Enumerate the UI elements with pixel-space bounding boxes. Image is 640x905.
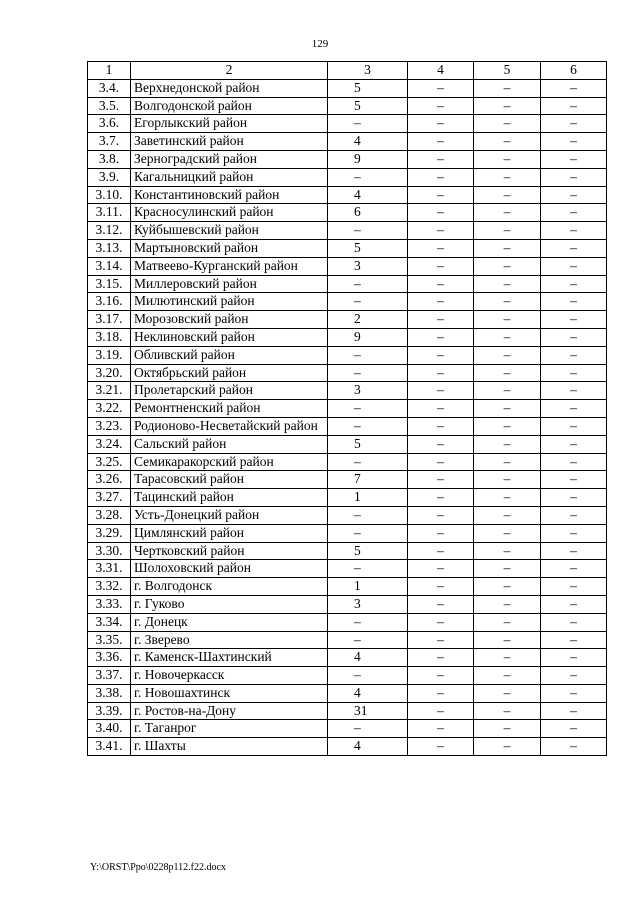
- value-col6-cell: –: [541, 382, 607, 400]
- district-name-cell: Чертковский район: [131, 542, 328, 560]
- value-col5-cell: –: [474, 613, 541, 631]
- table-row: [88, 168, 607, 186]
- value-col3-cell: –: [328, 275, 408, 293]
- value-col6-cell: –: [541, 204, 607, 222]
- value-col5-cell: –: [474, 275, 541, 293]
- row-number-cell: 3.17.: [88, 311, 131, 329]
- value-col4-cell: –: [408, 471, 474, 489]
- value-col6-cell: –: [541, 542, 607, 560]
- value-col5-cell: –: [474, 506, 541, 524]
- district-name-cell: Семикаракорский район: [131, 453, 328, 471]
- value-col3-cell: 9: [328, 328, 408, 346]
- row-number-cell: 3.33.: [88, 595, 131, 613]
- value-col6-cell: –: [541, 293, 607, 311]
- value-col3-cell: –: [328, 293, 408, 311]
- column-header: 2: [131, 62, 328, 80]
- value-col4-cell: –: [408, 417, 474, 435]
- value-col6-cell: –: [541, 346, 607, 364]
- value-col6-cell: –: [541, 524, 607, 542]
- value-col6-cell: –: [541, 97, 607, 115]
- value-col5-cell: –: [474, 186, 541, 204]
- district-name-cell: Мартыновский район: [131, 239, 328, 257]
- value-col4-cell: –: [408, 400, 474, 418]
- table-row: [88, 275, 607, 293]
- footer-file-path: Y:\ORST\Ppo\0228p112.f22.docx: [90, 862, 226, 873]
- value-col5-cell: –: [474, 239, 541, 257]
- value-col3-cell: –: [328, 417, 408, 435]
- table-row: [88, 524, 607, 542]
- value-col5-cell: –: [474, 702, 541, 720]
- table-row: [88, 346, 607, 364]
- value-col5-cell: –: [474, 667, 541, 685]
- table-row: [88, 79, 607, 97]
- row-number-cell: 3.10.: [88, 186, 131, 204]
- table-row: [88, 239, 607, 257]
- value-col6-cell: –: [541, 453, 607, 471]
- district-name-cell: Верхнедонской район: [131, 79, 328, 97]
- district-name-cell: Миллеровский район: [131, 275, 328, 293]
- value-col6-cell: –: [541, 257, 607, 275]
- district-name-cell: Ремонтненский район: [131, 400, 328, 418]
- value-col4-cell: –: [408, 613, 474, 631]
- value-col4-cell: –: [408, 222, 474, 240]
- value-col5-cell: –: [474, 311, 541, 329]
- value-col6-cell: –: [541, 186, 607, 204]
- value-col6-cell: –: [541, 168, 607, 186]
- value-col6-cell: –: [541, 631, 607, 649]
- value-col3-cell: –: [328, 720, 408, 738]
- table-row: [88, 613, 607, 631]
- district-name-cell: Обливский район: [131, 346, 328, 364]
- value-col4-cell: –: [408, 560, 474, 578]
- value-col5-cell: –: [474, 293, 541, 311]
- value-col6-cell: –: [541, 417, 607, 435]
- row-number-cell: 3.25.: [88, 453, 131, 471]
- value-col5-cell: –: [474, 489, 541, 507]
- row-number-cell: 3.21.: [88, 382, 131, 400]
- district-name-cell: Милютинский район: [131, 293, 328, 311]
- row-number-cell: 3.37.: [88, 667, 131, 685]
- district-name-cell: Кагальницкий район: [131, 168, 328, 186]
- value-col4-cell: –: [408, 328, 474, 346]
- district-name-cell: Волгодонской район: [131, 97, 328, 115]
- row-number-cell: 3.13.: [88, 239, 131, 257]
- value-col4-cell: –: [408, 506, 474, 524]
- value-col5-cell: –: [474, 382, 541, 400]
- value-col5-cell: –: [474, 542, 541, 560]
- table-row: [88, 186, 607, 204]
- value-col6-cell: –: [541, 720, 607, 738]
- value-col5-cell: –: [474, 471, 541, 489]
- district-name-cell: Красносулинский район: [131, 204, 328, 222]
- table-row: [88, 489, 607, 507]
- value-col4-cell: –: [408, 364, 474, 382]
- value-col6-cell: –: [541, 239, 607, 257]
- row-number-cell: 3.34.: [88, 613, 131, 631]
- value-col3-cell: –: [328, 222, 408, 240]
- row-number-cell: 3.8.: [88, 150, 131, 168]
- value-col5-cell: –: [474, 595, 541, 613]
- value-col3-cell: 4: [328, 684, 408, 702]
- value-col4-cell: –: [408, 720, 474, 738]
- value-col4-cell: –: [408, 133, 474, 151]
- value-col5-cell: –: [474, 738, 541, 756]
- row-number-cell: 3.12.: [88, 222, 131, 240]
- value-col3-cell: –: [328, 400, 408, 418]
- value-col6-cell: –: [541, 684, 607, 702]
- table-row: [88, 684, 607, 702]
- value-col3-cell: 9: [328, 150, 408, 168]
- row-number-cell: 3.15.: [88, 275, 131, 293]
- value-col4-cell: –: [408, 702, 474, 720]
- table-row: [88, 542, 607, 560]
- value-col4-cell: –: [408, 97, 474, 115]
- district-name-cell: г. Новочеркасск: [131, 667, 328, 685]
- value-col5-cell: –: [474, 400, 541, 418]
- district-name-cell: Егорлыкский район: [131, 115, 328, 133]
- value-col3-cell: –: [328, 168, 408, 186]
- row-number-cell: 3.28.: [88, 506, 131, 524]
- value-col6-cell: –: [541, 578, 607, 596]
- district-name-cell: Шолоховский район: [131, 560, 328, 578]
- value-col4-cell: –: [408, 79, 474, 97]
- table-row: [88, 400, 607, 418]
- value-col4-cell: –: [408, 311, 474, 329]
- row-number-cell: 3.11.: [88, 204, 131, 222]
- value-col4-cell: –: [408, 649, 474, 667]
- value-col4-cell: –: [408, 150, 474, 168]
- table-row: [88, 667, 607, 685]
- value-col5-cell: –: [474, 649, 541, 667]
- table-body: [88, 79, 607, 755]
- district-name-cell: г. Таганрог: [131, 720, 328, 738]
- row-number-cell: 3.27.: [88, 489, 131, 507]
- district-name-cell: Морозовский район: [131, 311, 328, 329]
- value-col6-cell: –: [541, 489, 607, 507]
- table-row: [88, 560, 607, 578]
- value-col3-cell: –: [328, 560, 408, 578]
- table-row: [88, 702, 607, 720]
- value-col6-cell: –: [541, 595, 607, 613]
- row-number-cell: 3.7.: [88, 133, 131, 151]
- value-col4-cell: –: [408, 115, 474, 133]
- table-row: [88, 578, 607, 596]
- value-col4-cell: –: [408, 667, 474, 685]
- row-number-cell: 3.40.: [88, 720, 131, 738]
- table-row: [88, 382, 607, 400]
- table-row: [88, 738, 607, 756]
- district-name-cell: Зерноградский район: [131, 150, 328, 168]
- value-col4-cell: –: [408, 186, 474, 204]
- district-name-cell: г. Шахты: [131, 738, 328, 756]
- column-header: 6: [541, 62, 607, 80]
- value-col4-cell: –: [408, 382, 474, 400]
- value-col5-cell: –: [474, 453, 541, 471]
- value-col3-cell: 3: [328, 595, 408, 613]
- value-col4-cell: –: [408, 275, 474, 293]
- table-row: [88, 506, 607, 524]
- value-col4-cell: –: [408, 346, 474, 364]
- row-number-cell: 3.41.: [88, 738, 131, 756]
- value-col6-cell: –: [541, 435, 607, 453]
- value-col6-cell: –: [541, 79, 607, 97]
- district-name-cell: Неклиновский район: [131, 328, 328, 346]
- value-col4-cell: –: [408, 738, 474, 756]
- value-col5-cell: –: [474, 79, 541, 97]
- value-col6-cell: –: [541, 115, 607, 133]
- value-col6-cell: –: [541, 702, 607, 720]
- value-col6-cell: –: [541, 471, 607, 489]
- district-name-cell: г. Новошахтинск: [131, 684, 328, 702]
- district-name-cell: Сальский район: [131, 435, 328, 453]
- value-col6-cell: –: [541, 649, 607, 667]
- value-col5-cell: –: [474, 115, 541, 133]
- value-col6-cell: –: [541, 328, 607, 346]
- row-number-cell: 3.24.: [88, 435, 131, 453]
- value-col3-cell: –: [328, 506, 408, 524]
- table-row: [88, 471, 607, 489]
- value-col3-cell: 1: [328, 489, 408, 507]
- value-col3-cell: –: [328, 667, 408, 685]
- value-col3-cell: 3: [328, 257, 408, 275]
- value-col3-cell: –: [328, 613, 408, 631]
- district-name-cell: г. Ростов-на-Дону: [131, 702, 328, 720]
- value-col4-cell: –: [408, 239, 474, 257]
- value-col5-cell: –: [474, 684, 541, 702]
- table-row: [88, 595, 607, 613]
- value-col3-cell: 5: [328, 435, 408, 453]
- row-number-cell: 3.20.: [88, 364, 131, 382]
- table-row: [88, 257, 607, 275]
- value-col5-cell: –: [474, 346, 541, 364]
- value-col4-cell: –: [408, 204, 474, 222]
- value-col5-cell: –: [474, 168, 541, 186]
- value-col5-cell: –: [474, 560, 541, 578]
- value-col5-cell: –: [474, 222, 541, 240]
- district-name-cell: Куйбышевский район: [131, 222, 328, 240]
- table-row: [88, 417, 607, 435]
- table-header-row: [88, 62, 607, 80]
- row-number-cell: 3.30.: [88, 542, 131, 560]
- value-col3-cell: 4: [328, 738, 408, 756]
- value-col4-cell: –: [408, 435, 474, 453]
- district-name-cell: Матвеево-Курганский район: [131, 257, 328, 275]
- value-col6-cell: –: [541, 275, 607, 293]
- table-row: [88, 293, 607, 311]
- row-number-cell: 3.5.: [88, 97, 131, 115]
- value-col5-cell: –: [474, 364, 541, 382]
- row-number-cell: 3.38.: [88, 684, 131, 702]
- value-col4-cell: –: [408, 542, 474, 560]
- value-col3-cell: 31: [328, 702, 408, 720]
- table-row: [88, 720, 607, 738]
- value-col4-cell: –: [408, 293, 474, 311]
- column-header: 3: [328, 62, 408, 80]
- table-row: [88, 222, 607, 240]
- value-col5-cell: –: [474, 328, 541, 346]
- value-col3-cell: –: [328, 364, 408, 382]
- table-row: [88, 115, 607, 133]
- row-number-cell: 3.18.: [88, 328, 131, 346]
- row-number-cell: 3.32.: [88, 578, 131, 596]
- value-col4-cell: –: [408, 578, 474, 596]
- row-number-cell: 3.36.: [88, 649, 131, 667]
- district-name-cell: г. Донецк: [131, 613, 328, 631]
- table-row: [88, 328, 607, 346]
- district-name-cell: Константиновский район: [131, 186, 328, 204]
- value-col3-cell: –: [328, 631, 408, 649]
- district-name-cell: Пролетарский район: [131, 382, 328, 400]
- column-header: 4: [408, 62, 474, 80]
- value-col6-cell: –: [541, 311, 607, 329]
- value-col6-cell: –: [541, 667, 607, 685]
- value-col6-cell: –: [541, 400, 607, 418]
- value-col5-cell: –: [474, 257, 541, 275]
- table-row: [88, 150, 607, 168]
- district-name-cell: Октябрьский район: [131, 364, 328, 382]
- table-row: [88, 364, 607, 382]
- value-col4-cell: –: [408, 453, 474, 471]
- value-col5-cell: –: [474, 720, 541, 738]
- value-col3-cell: 5: [328, 79, 408, 97]
- value-col5-cell: –: [474, 150, 541, 168]
- district-name-cell: Тарасовский район: [131, 471, 328, 489]
- value-col4-cell: –: [408, 595, 474, 613]
- value-col6-cell: –: [541, 150, 607, 168]
- table-row: [88, 133, 607, 151]
- row-number-cell: 3.39.: [88, 702, 131, 720]
- district-name-cell: Заветинский район: [131, 133, 328, 151]
- value-col5-cell: –: [474, 578, 541, 596]
- row-number-cell: 3.4.: [88, 79, 131, 97]
- value-col6-cell: –: [541, 738, 607, 756]
- table-row: [88, 649, 607, 667]
- value-col6-cell: –: [541, 222, 607, 240]
- row-number-cell: 3.29.: [88, 524, 131, 542]
- value-col3-cell: 5: [328, 239, 408, 257]
- value-col3-cell: 1: [328, 578, 408, 596]
- value-col3-cell: –: [328, 453, 408, 471]
- value-col3-cell: 6: [328, 204, 408, 222]
- row-number-cell: 3.19.: [88, 346, 131, 364]
- value-col3-cell: –: [328, 346, 408, 364]
- value-col3-cell: 5: [328, 97, 408, 115]
- value-col3-cell: 5: [328, 542, 408, 560]
- district-name-cell: г. Каменск-Шахтинский: [131, 649, 328, 667]
- table-row: [88, 311, 607, 329]
- value-col4-cell: –: [408, 631, 474, 649]
- value-col5-cell: –: [474, 435, 541, 453]
- value-col4-cell: –: [408, 684, 474, 702]
- value-col3-cell: –: [328, 524, 408, 542]
- value-col6-cell: –: [541, 364, 607, 382]
- value-col4-cell: –: [408, 257, 474, 275]
- district-name-cell: Родионово-Несветайский район: [131, 417, 328, 435]
- table-row: [88, 453, 607, 471]
- value-col3-cell: 4: [328, 649, 408, 667]
- district-name-cell: г. Зверево: [131, 631, 328, 649]
- row-number-cell: 3.14.: [88, 257, 131, 275]
- value-col6-cell: –: [541, 613, 607, 631]
- row-number-cell: 3.6.: [88, 115, 131, 133]
- value-col5-cell: –: [474, 133, 541, 151]
- row-number-cell: 3.26.: [88, 471, 131, 489]
- row-number-cell: 3.35.: [88, 631, 131, 649]
- district-name-cell: Цимлянский район: [131, 524, 328, 542]
- value-col5-cell: –: [474, 524, 541, 542]
- column-header: 1: [88, 62, 131, 80]
- value-col5-cell: –: [474, 417, 541, 435]
- row-number-cell: 3.23.: [88, 417, 131, 435]
- table-row: [88, 631, 607, 649]
- district-name-cell: г. Волгодонск: [131, 578, 328, 596]
- row-number-cell: 3.9.: [88, 168, 131, 186]
- value-col5-cell: –: [474, 204, 541, 222]
- table-row: [88, 97, 607, 115]
- table-row: [88, 435, 607, 453]
- value-col3-cell: 4: [328, 133, 408, 151]
- value-col3-cell: –: [328, 115, 408, 133]
- value-col4-cell: –: [408, 168, 474, 186]
- district-name-cell: Усть-Донецкий район: [131, 506, 328, 524]
- row-number-cell: 3.31.: [88, 560, 131, 578]
- value-col6-cell: –: [541, 560, 607, 578]
- value-col3-cell: 3: [328, 382, 408, 400]
- value-col3-cell: 7: [328, 471, 408, 489]
- value-col5-cell: –: [474, 97, 541, 115]
- row-number-cell: 3.22.: [88, 400, 131, 418]
- value-col3-cell: 4: [328, 186, 408, 204]
- value-col6-cell: –: [541, 133, 607, 151]
- row-number-cell: 3.16.: [88, 293, 131, 311]
- table-row: [88, 204, 607, 222]
- district-name-cell: г. Гуково: [131, 595, 328, 613]
- value-col5-cell: –: [474, 631, 541, 649]
- value-col4-cell: –: [408, 524, 474, 542]
- column-header: 5: [474, 62, 541, 80]
- value-col3-cell: 2: [328, 311, 408, 329]
- page-number: 129: [311, 38, 329, 50]
- data-table: [87, 61, 607, 756]
- district-name-cell: Тацинский район: [131, 489, 328, 507]
- value-col4-cell: –: [408, 489, 474, 507]
- value-col6-cell: –: [541, 506, 607, 524]
